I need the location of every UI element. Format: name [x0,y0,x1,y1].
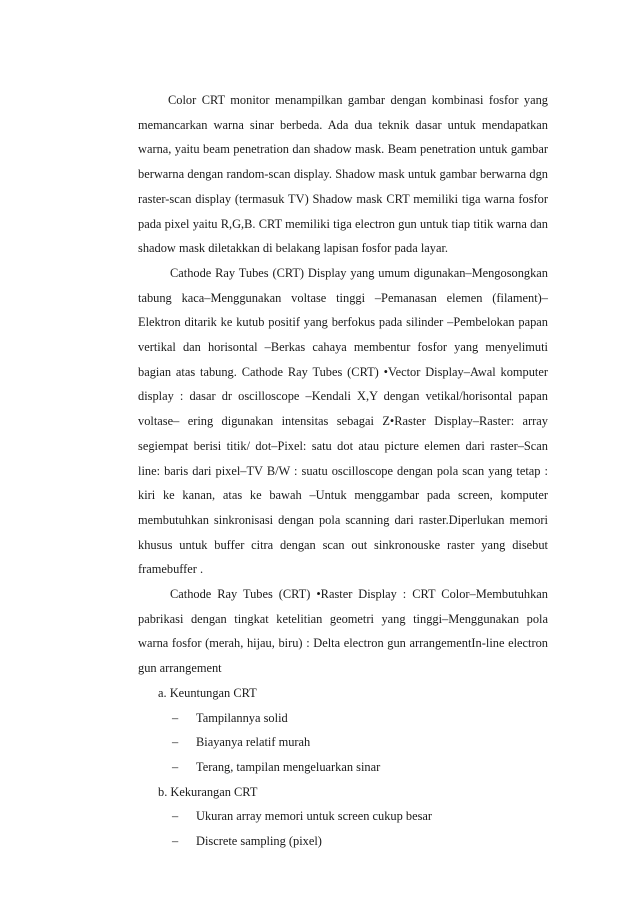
list-kekurangan [138,804,548,853]
section-heading-kekurangan: b. Kekurangan CRT [158,784,258,799]
list-item [172,706,548,731]
dash-marker: – [172,710,179,725]
list-item-text: Discrete sampling (pixel) [196,834,322,849]
list-item-text: Ukuran array memori untuk screen cukup besar [196,809,433,824]
document-body [138,88,548,854]
paragraph-raster-display: Cathode Ray Tubes (CRT) •Raster Display : CRT Color–Membutuhkan pabrikasi dengan tingkat ketelitian geometri yang tinggi–Menggunakan pola warna fosfor (merah, hijau, biru) : Delta electron gun arrangementIn-line electron gun arrangement [138,587,548,676]
list-item [172,804,548,829]
list-item-text: Biayanya relatif murah [196,735,311,750]
list-keuntungan [138,706,548,780]
list-item-text: Terang, tampilan mengeluarkan sinar [196,759,381,774]
list-item [172,730,548,755]
dash-marker: – [172,809,179,824]
paragraph-color-crt: Color CRT monitor menampilkan gambar dengan kombinasi fosfor yang memancarkan warna sinar berbeda. Ada dua teknik dasar untuk mendapatkan warna, yaitu beam penetration dan shadow mask. Beam penetration untuk gambar berwarna dengan random-scan display. Shadow mask untuk gambar berwarna dgn raster-scan display (termasuk TV) Shadow mask CRT memiliki tiga warna fosfor pada pixel yaitu R,G,B. CRT memiliki tiga electron gun untuk tiap titik warna dan shadow mask diletakkan di belakang lapisan fosfor pada layar. [138,93,548,256]
section-heading-keuntungan: a. Keuntungan CRT [158,685,257,700]
dash-marker: – [172,759,179,774]
list-item [172,755,548,780]
paragraph-crt-display: Cathode Ray Tubes (CRT) Display yang umum digunakan–Mengosongkan tabung kaca–Menggunakan voltase tinggi –Pemanasan elemen (filament)–Elektron ditarik ke kutub positif yang berfokus pada silinder –Pembelokan papan vertikal dan horisontal –Berkas cahaya membentur fosfor yang menyelimuti bagian atas tabung. Cathode Ray Tubes (CRT) •Vector Display–Awal komputer display : dasar dr oscilloscope –Kendali X,Y dengan vetikal/horisontal papan voltase– ering digunakan intensitas sebagai Z•Raster Display–Raster: array segiempat berisi titik/ dot–Pixel: satu dot atau picture elemen dari raster–Scan line: baris dari pixel–TV B/W : suatu oscilloscope dengan pola scan yang tetap : kiri ke kanan, atas ke bawah –Untuk menggambar pada screen, komputer membutuhkan sinkronisasi dengan pola scanning dari raster.Diperlukan memori khusus untuk buffer citra dengan scan out sinkronouske raster yang disebut framebuffer . [138,265,548,577]
dash-marker: – [172,834,179,849]
list-item-text: Tampilannya solid [196,710,288,725]
dash-marker: – [172,735,179,750]
list-item [172,829,548,854]
